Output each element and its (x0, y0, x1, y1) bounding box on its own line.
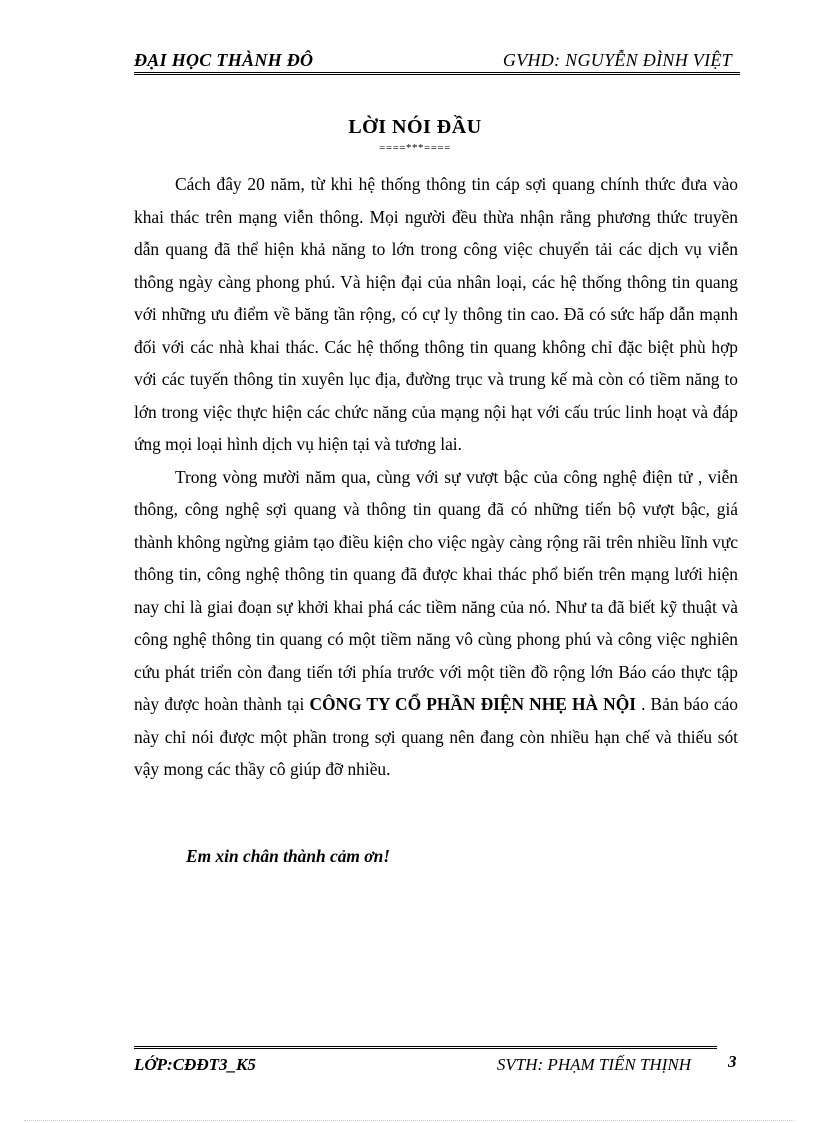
paragraph-2 (134, 461, 738, 786)
paragraph-1: Cách đây 20 năm, từ khi hệ thống thông tin cáp sợi quang chính thức đưa vào khai thác trên mạng viễn thông. Mọi người đều thừa nhận rằng phương thức truyền dẫn quang đã thể hiện khả năng to lớn trong công việc chuyển tải các dịch vụ viễn thông ngày càng phong phú. Và hiện đại của nhân loại, các hệ thống thông tin quang với những ưu điểm về băng tần rộng, có cự ly thông tin cao. Đã có sức hấp dẫn mạnh đối với các nhà khai thác. Các hệ thống thông tin quang không chỉ đặc biệt phù hợp với các tuyến thông tin xuyên lục địa, đường trục và trung kế mà còn có tiềm năng to lớn trong việc thực hiện các chức năng của mạng nội hạt với cấu trúc linh hoạt và đáp ứng mọi loại hình dịch vụ hiện tại và tương lai. (134, 174, 738, 454)
body-text (134, 168, 738, 786)
header-supervisor: GVHD: NGUYỄN ĐÌNH VIỆT (502, 50, 732, 70)
page-edge-divider (24, 1120, 794, 1121)
paragraph-2-end: . Bản báo cáo này chỉ nói được một phần trong sợi quang nên đang còn nhiều hạn chế và thiếu sót vậy mong các thầy cô giúp đỡ nhiều. (134, 694, 738, 779)
paragraph-2-start: Trong vòng mười năm qua, cùng với sự vượt bậc của công nghệ điện tử , viễn thông, công nghệ sợi quang và thông tin quang đã có những tiến bộ vượt bậc, giá thành không ngừng giảm tạo điều kiện cho việc ngày càng rộng rãi trên nhiều lĩnh vực thông tin, công nghệ thông tin quang đã được khai thác phổ biến trên mạng lưới hiện nay chỉ là giai đoạn sự khởi khai phá các tiềm năng của nó. Như ta đã biết kỹ thuật và công nghệ thông tin quang có một tiềm năng vô cùng phong phú và công việc nghiên cứu phát triển còn đang tiến tới phía trước với một tiền đồ rộng lớn Báo cáo thực tập này được hoàn thành tại (134, 466, 738, 714)
thanks-line: Em xin chân thành cảm ơn! (186, 846, 391, 866)
footer-student: SVTH: PHẠM TIẾN THỊNH (496, 1055, 691, 1074)
page-number: 3 (728, 1052, 737, 1071)
title-decoration: ====***==== (379, 142, 451, 154)
company-name: CÔNG TY CỔ PHẦN ĐIỆN NHẸ HÀ NỘI (309, 694, 636, 714)
page-header (134, 48, 740, 75)
header-school: ĐẠI HỌC THÀNH ĐÔ (134, 50, 314, 70)
footer-class: LỚP:CĐĐT3_K5 (134, 1055, 256, 1074)
page-title: LỜI NÓI ĐẦU (348, 116, 482, 138)
page-footer (134, 1046, 717, 1075)
